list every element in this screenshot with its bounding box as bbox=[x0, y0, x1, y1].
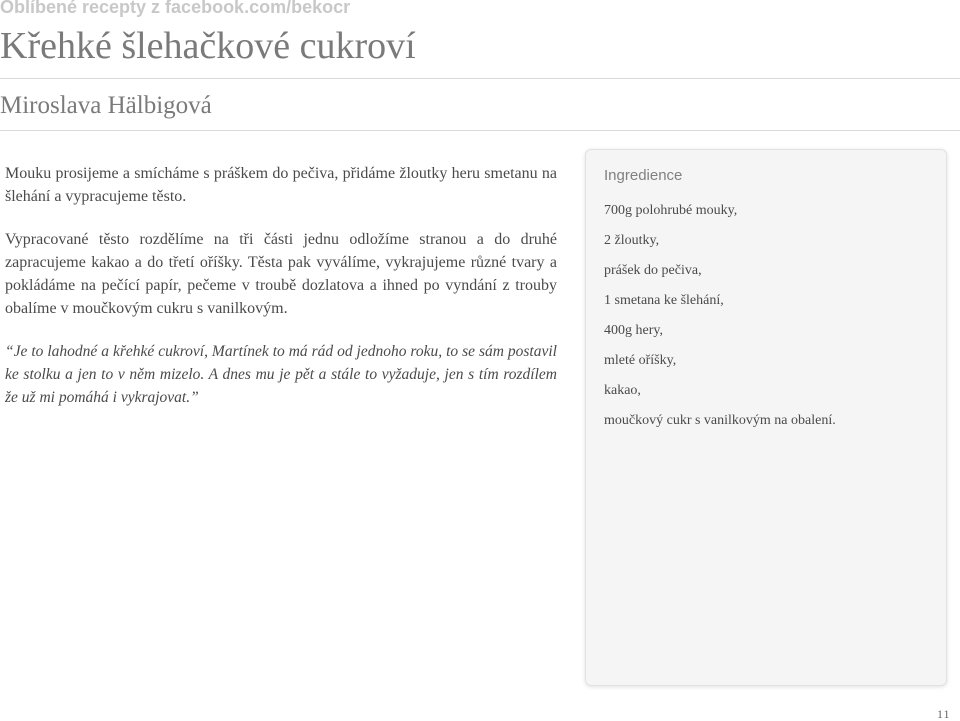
ingredient-item: kakao, bbox=[604, 383, 641, 398]
ingredients-sidebar bbox=[585, 149, 947, 686]
ingredient-item: prášek do pečiva, bbox=[604, 263, 702, 278]
recipe-instructions bbox=[5, 162, 557, 409]
series-header: Oblíbené recepty z facebook.com/bekocr bbox=[0, 0, 351, 17]
instruction-paragraph-2: Vypracované těsto rozdělíme na tři části jednu odložíme stranou a do druhé zapracujeme kakao a do třetí oříšky. Těsta pak vyválíme, vykrajujeme různé tvary a pokládáme na pečící papír, pečeme v troubě dozlatova a ihned po vyndání z trouby obalíme v moučkovým cukru s vanilkovým. bbox=[5, 231, 557, 317]
recipe-title: Křehké šlehačkové cukroví bbox=[0, 25, 416, 67]
ingredient-item: 1 smetana ke šlehání, bbox=[604, 293, 724, 308]
recipe-author: Miroslava Hälbigová bbox=[0, 92, 212, 119]
recipe-quote: “Je to lahodné a křehké cukroví, Martínek to má rád od jednoho roku, to se sám postavil ke stolku a jen to v něm mizelo. A dnes mu je pět a stále to vyžaduje, jen s tím rozdílem že už mi pomáhá i vykrajovat.” bbox=[5, 343, 557, 406]
ingredient-item: mleté oříšky, bbox=[604, 353, 677, 368]
ingredient-item: 400g hery, bbox=[604, 323, 663, 338]
author-divider bbox=[0, 130, 960, 131]
title-divider bbox=[0, 78, 960, 79]
ingredients-list bbox=[604, 196, 928, 436]
ingredient-item: moučkový cukr s vanilkovým na obalení. bbox=[604, 413, 836, 428]
ingredient-item: 700g polohrubé mouky, bbox=[604, 203, 738, 218]
ingredient-item: 2 žloutky, bbox=[604, 233, 660, 248]
page-number: 11 bbox=[937, 707, 951, 721]
instruction-paragraph-1: Mouku prosijeme a smícháme s práškem do pečiva, přidáme žloutky heru smetanu na šlehání a vypracujeme těsto. bbox=[5, 165, 557, 205]
ingredients-heading: Ingredience bbox=[604, 167, 683, 184]
